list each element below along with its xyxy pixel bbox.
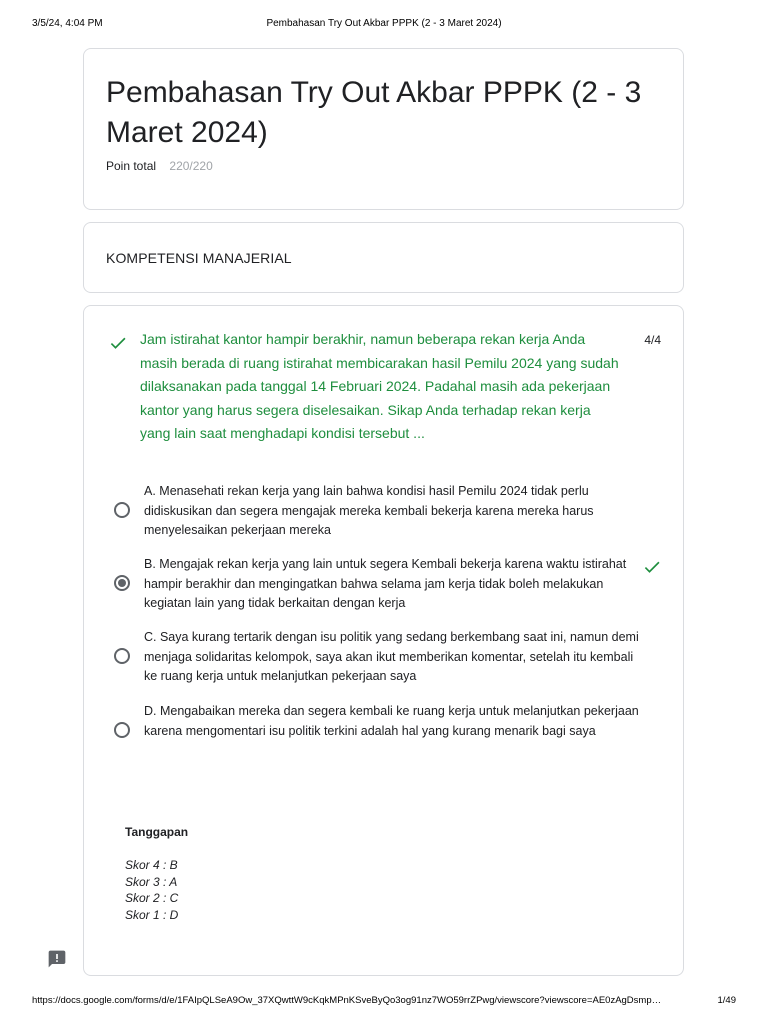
print-date: 3/5/24, 4:04 PM xyxy=(32,18,103,29)
form-header-card xyxy=(83,48,684,210)
report-problem-icon[interactable] xyxy=(47,949,67,969)
total-points xyxy=(106,159,213,173)
option-d-radio[interactable] xyxy=(114,722,130,738)
question-score: 4/4 xyxy=(644,333,661,347)
print-url: https://docs.google.com/forms/d/e/1FAIpQLSeA9Ow_37XQwttW9cKqkMPnKSveByQo3og91nz7WO59rrZPwg/viewscore?viewscore=AE0zAgDsmp… xyxy=(32,995,662,1006)
feedback-line: Skor 3 : A xyxy=(125,874,178,889)
total-points-label: Poin total xyxy=(106,159,157,173)
print-page-number: 1/49 xyxy=(717,995,736,1006)
option-d-label: D. Mengabaikan mereka dan segera kembali ke ruang kerja untuk melanjutkan pekerjaan karena mengomentari isu politik terkini adalah hal yang kurang menarik bagi saya xyxy=(144,704,639,738)
correct-answer-check-icon xyxy=(642,557,662,577)
feedback-lines xyxy=(125,857,188,923)
print-page-title: Pembahasan Try Out Akbar PPPK (2 - 3 Maret 2024) xyxy=(266,18,502,29)
feedback-line: Skor 4 : B xyxy=(125,858,178,872)
print-footer xyxy=(32,995,736,1009)
feedback-title: Tanggapan xyxy=(125,825,189,839)
section-title: KOMPETENSI MANAJERIAL xyxy=(106,250,292,266)
option-c-radio[interactable] xyxy=(114,648,130,664)
option-b-radio[interactable] xyxy=(114,575,130,591)
form-title: Pembahasan Try Out Akbar PPPK (2 - 3 Maret 2024) xyxy=(106,76,642,149)
check-icon xyxy=(108,333,128,353)
question-text: Jam istirahat kantor hampir berakhir, namun beberapa rekan kerja Anda masih berada di ruang istirahat membicarakan hasil Pemilu 2024 yang sudah dilaksanakan pada tanggal 14 Februari 2024. Padahal masih ada pekerjaan kantor yang harus segera diselesaikan. Sikap Anda terhadap rekan kerja yang lain saat menghadapi kondisi tersebut ... xyxy=(140,331,619,441)
total-points-value: 220/220 xyxy=(169,159,213,173)
section-card xyxy=(83,222,684,293)
print-header xyxy=(32,18,736,32)
option-a-radio[interactable] xyxy=(114,502,130,518)
option-c-label: C. Saya kurang tertarik dengan isu politik yang sedang berkembang saat ini, namun demi menjaga solidaritas kelompok, saya akan ikut memberikan komentar, setelah itu kembali ke ruang kerja untuk melanjutkan pekerjaan saya xyxy=(144,630,639,683)
feedback-line: Skor 2 : C xyxy=(125,891,179,905)
question-card xyxy=(83,305,684,976)
option-a-label: A. Menasehati rekan kerja yang lain bahwa kondisi hasil Pemilu 2024 tidak perlu didiskusikan dan segera mengajak mereka kembali bekerja karena mereka harus menyelesaikan pekerjaan mereka xyxy=(144,484,594,537)
option-b-label: B. Mengajak rekan kerja yang lain untuk segera Kembali bekerja karena waktu istirahat hampir berakhir dan mengingatkan bahwa selama jam kerja tidak boleh melakukan kegiatan lain yang tidak berkaitan dengan kerja xyxy=(144,557,627,610)
feedback-block xyxy=(125,825,188,923)
feedback-line: Skor 1 : D xyxy=(125,907,179,922)
